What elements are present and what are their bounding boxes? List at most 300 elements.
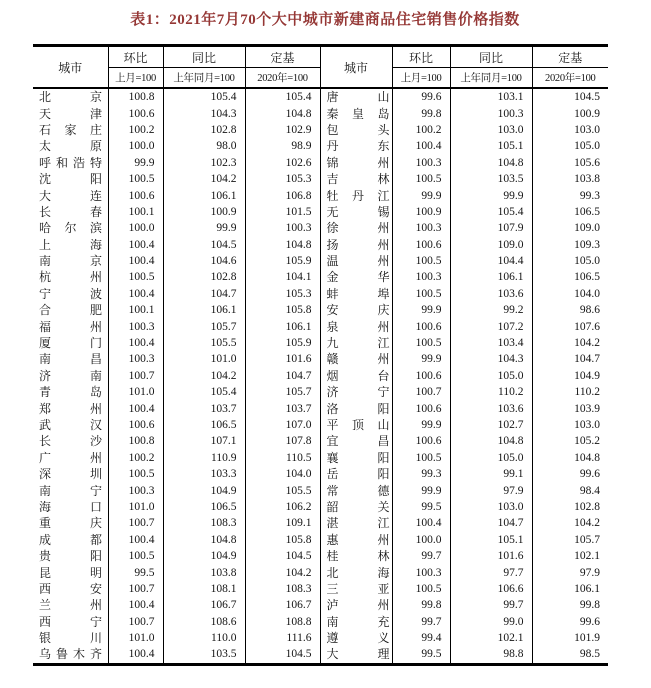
city-cell xyxy=(33,499,108,515)
city-cell xyxy=(320,450,392,466)
city-cell xyxy=(320,335,392,351)
value-cell: 100.5 xyxy=(108,269,163,285)
table-header xyxy=(33,46,608,89)
city-name: 金 华 xyxy=(326,270,390,285)
value-cell: 99.7 xyxy=(450,597,532,613)
city-name: 郑 州 xyxy=(39,401,102,416)
value-cell: 100.8 xyxy=(108,88,163,105)
value-cell: 105.8 xyxy=(245,532,320,548)
city-name: 北 海 xyxy=(326,565,390,580)
value-cell: 100.3 xyxy=(108,482,163,498)
city-cell xyxy=(320,597,392,613)
value-cell: 105.7 xyxy=(245,384,320,400)
value-cell: 104.5 xyxy=(245,548,320,564)
table-row xyxy=(33,269,608,285)
value-cell: 109.0 xyxy=(574,222,600,235)
value-cell: 108.3 xyxy=(245,581,320,597)
header-fixed-right: 定基 xyxy=(532,46,608,68)
value-cell: 107.2 xyxy=(450,318,532,334)
value-cell: 99.5 xyxy=(392,499,450,515)
city-name: 济 宁 xyxy=(326,385,390,400)
value-cell: 106.1 xyxy=(574,582,600,595)
value-cell: 100.6 xyxy=(392,400,450,416)
city-name: 泸 州 xyxy=(326,598,390,613)
value-cell: 101.0 xyxy=(108,384,163,400)
value-cell: 100.3 xyxy=(108,318,163,334)
value-cell: 103.3 xyxy=(163,466,245,482)
value-cell: 100.4 xyxy=(108,400,163,416)
city-cell xyxy=(33,335,108,351)
city-cell xyxy=(33,220,108,236)
header-yoy-base-left: 上年同月=100 xyxy=(163,68,245,89)
value-cell: 102.1 xyxy=(450,630,532,646)
value-cell: 100.3 xyxy=(392,155,450,171)
value-cell: 100.4 xyxy=(108,237,163,253)
header-city-left: 城市 xyxy=(33,46,108,89)
value-cell: 104.2 xyxy=(574,517,600,530)
city-cell xyxy=(320,515,392,531)
city-name: 扬 州 xyxy=(326,237,390,252)
city-cell xyxy=(33,302,108,318)
header-fixed-base-left: 2020年=100 xyxy=(245,68,320,89)
value-cell: 101.5 xyxy=(245,204,320,220)
value-cell: 106.5 xyxy=(574,205,600,218)
value-cell: 100.4 xyxy=(108,646,163,664)
value-cell: 106.7 xyxy=(245,597,320,613)
city-cell xyxy=(320,302,392,318)
city-cell xyxy=(33,138,108,154)
table-row xyxy=(33,564,608,580)
value-cell: 101.0 xyxy=(108,499,163,515)
value-cell: 100.6 xyxy=(108,105,163,121)
city-cell xyxy=(320,351,392,367)
value-cell: 104.8 xyxy=(574,451,600,464)
table-row xyxy=(33,187,608,203)
city-name: 徐 州 xyxy=(326,221,390,236)
value-cell: 104.4 xyxy=(450,253,532,269)
city-name: 南 宁 xyxy=(39,483,102,498)
value-cell: 104.8 xyxy=(450,155,532,171)
value-cell: 105.7 xyxy=(574,533,600,546)
city-cell xyxy=(33,466,108,482)
value-cell: 100.0 xyxy=(108,220,163,236)
value-cell: 105.1 xyxy=(450,138,532,154)
value-cell: 104.7 xyxy=(450,515,532,531)
table-row xyxy=(33,204,608,220)
value-cell: 100.5 xyxy=(392,335,450,351)
value-cell: 106.1 xyxy=(163,187,245,203)
city-name: 长 沙 xyxy=(39,434,102,449)
city-cell xyxy=(320,253,392,269)
value-cell: 100.4 xyxy=(392,515,450,531)
city-cell xyxy=(33,614,108,630)
table-row xyxy=(33,417,608,433)
city-name: 无 锡 xyxy=(326,204,390,219)
city-name: 福 州 xyxy=(39,319,102,334)
city-name: 安 庆 xyxy=(326,303,390,318)
value-cell: 99.9 xyxy=(450,187,532,203)
value-cell: 100.7 xyxy=(108,515,163,531)
value-cell: 104.3 xyxy=(450,351,532,367)
value-cell: 100.5 xyxy=(108,171,163,187)
value-cell: 104.8 xyxy=(245,237,320,253)
value-cell: 102.8 xyxy=(574,500,600,513)
value-cell: 104.0 xyxy=(574,287,600,300)
value-cell: 100.3 xyxy=(392,564,450,580)
header-row-main xyxy=(33,46,608,68)
city-cell xyxy=(320,433,392,449)
value-cell: 100.9 xyxy=(574,107,600,120)
city-name: 昆 明 xyxy=(39,565,102,580)
value-cell: 100.3 xyxy=(392,269,450,285)
city-name: 韶 关 xyxy=(326,499,390,514)
header-city-right: 城市 xyxy=(320,46,392,89)
value-cell: 100.9 xyxy=(163,204,245,220)
value-cell: 100.4 xyxy=(108,253,163,269)
city-name: 丹 东 xyxy=(326,139,390,154)
city-cell xyxy=(320,105,392,121)
value-cell: 100.5 xyxy=(108,548,163,564)
city-name: 太 原 xyxy=(39,139,102,154)
value-cell: 100.6 xyxy=(392,368,450,384)
value-cell: 103.6 xyxy=(450,400,532,416)
city-cell xyxy=(33,417,108,433)
table-row xyxy=(33,237,608,253)
city-cell xyxy=(320,499,392,515)
value-cell: 99.9 xyxy=(108,155,163,171)
city-cell xyxy=(320,646,392,664)
city-name: 银 川 xyxy=(39,631,102,646)
city-name: 长 春 xyxy=(39,204,102,219)
value-cell: 104.7 xyxy=(163,286,245,302)
city-name: 北 京 xyxy=(39,90,102,105)
value-cell: 105.0 xyxy=(450,450,532,466)
header-mom-left: 环比 xyxy=(108,46,163,68)
value-cell: 99.4 xyxy=(392,630,450,646)
value-cell: 100.3 xyxy=(108,351,163,367)
value-cell: 106.1 xyxy=(163,302,245,318)
city-cell xyxy=(33,155,108,171)
value-cell: 106.6 xyxy=(450,581,532,597)
city-name: 上 海 xyxy=(39,237,102,252)
value-cell: 105.6 xyxy=(574,156,600,169)
city-name: 蚌 埠 xyxy=(326,286,390,301)
city-name: 赣 州 xyxy=(326,352,390,367)
table-row xyxy=(33,499,608,515)
value-cell: 110.0 xyxy=(163,630,245,646)
value-cell: 106.2 xyxy=(245,499,320,515)
value-cell: 100.4 xyxy=(108,532,163,548)
city-name: 武 汉 xyxy=(39,418,102,432)
city-cell xyxy=(33,351,108,367)
table-row xyxy=(33,368,608,384)
value-cell: 107.0 xyxy=(245,417,320,433)
value-cell: 100.7 xyxy=(108,368,163,384)
value-cell: 100.7 xyxy=(392,384,450,400)
value-cell: 100.7 xyxy=(108,581,163,597)
city-cell xyxy=(33,548,108,564)
value-cell: 106.5 xyxy=(163,417,245,433)
city-cell xyxy=(33,646,108,664)
city-cell xyxy=(33,400,108,416)
value-cell: 104.9 xyxy=(163,548,245,564)
city-cell xyxy=(320,237,392,253)
value-cell: 104.1 xyxy=(245,269,320,285)
city-cell xyxy=(320,384,392,400)
header-mom-base-right: 上月=100 xyxy=(392,68,450,89)
value-cell: 100.3 xyxy=(392,220,450,236)
value-cell: 108.6 xyxy=(163,614,245,630)
value-cell: 98.4 xyxy=(579,484,600,497)
table-row xyxy=(33,122,608,138)
city-name: 秦 皇 岛 xyxy=(326,106,390,121)
value-cell: 103.6 xyxy=(450,286,532,302)
header-yoy-left: 同比 xyxy=(163,46,245,68)
city-cell xyxy=(33,187,108,203)
value-cell: 107.1 xyxy=(163,433,245,449)
city-cell xyxy=(33,269,108,285)
value-cell: 103.4 xyxy=(450,335,532,351)
value-cell: 108.8 xyxy=(245,614,320,630)
value-cell: 100.1 xyxy=(108,204,163,220)
city-name: 重 庆 xyxy=(39,516,102,531)
value-cell: 104.7 xyxy=(574,353,600,366)
table-row xyxy=(33,630,608,646)
value-cell: 105.5 xyxy=(163,335,245,351)
city-name: 温 州 xyxy=(326,254,390,269)
city-cell xyxy=(33,564,108,580)
table-row xyxy=(33,88,608,105)
city-name: 沈 阳 xyxy=(39,172,102,187)
table-row xyxy=(33,597,608,613)
value-cell: 100.6 xyxy=(392,433,450,449)
value-cell: 98.9 xyxy=(245,138,320,154)
city-name: 桂 林 xyxy=(326,549,390,564)
value-cell: 99.5 xyxy=(392,646,450,664)
city-cell xyxy=(33,450,108,466)
table-row xyxy=(33,450,608,466)
value-cell: 102.9 xyxy=(245,122,320,138)
city-name: 牡 丹 江 xyxy=(326,188,390,203)
value-cell: 100.0 xyxy=(392,532,450,548)
value-cell: 100.0 xyxy=(108,138,163,154)
city-name: 西 宁 xyxy=(39,614,102,629)
value-cell: 100.5 xyxy=(392,253,450,269)
value-cell: 99.5 xyxy=(108,564,163,580)
table-title: 表1：2021年7月70个大中城市新建商品住宅销售价格指数 xyxy=(130,12,520,28)
table-row xyxy=(33,335,608,351)
city-cell xyxy=(33,597,108,613)
value-cell: 103.0 xyxy=(450,122,532,138)
value-cell: 103.7 xyxy=(245,400,320,416)
city-cell xyxy=(320,155,392,171)
value-cell: 99.2 xyxy=(450,302,532,318)
city-name: 平 顶 山 xyxy=(326,418,390,432)
city-cell xyxy=(33,482,108,498)
value-cell: 110.2 xyxy=(450,384,532,400)
value-cell: 102.7 xyxy=(450,417,532,433)
header-mom-right: 环比 xyxy=(392,46,450,68)
value-cell: 107.9 xyxy=(450,220,532,236)
city-name: 南 昌 xyxy=(39,352,102,367)
value-cell: 99.8 xyxy=(392,105,450,121)
value-cell: 99.8 xyxy=(579,599,600,612)
value-cell: 110.2 xyxy=(574,386,600,399)
value-cell: 105.9 xyxy=(245,253,320,269)
value-cell: 100.1 xyxy=(108,302,163,318)
table-row xyxy=(33,253,608,269)
city-cell xyxy=(33,105,108,121)
city-name: 吉 林 xyxy=(326,172,390,187)
value-cell: 109.1 xyxy=(245,515,320,531)
table-row xyxy=(33,532,608,548)
value-cell: 100.8 xyxy=(108,433,163,449)
value-cell: 100.4 xyxy=(392,138,450,154)
city-cell xyxy=(320,318,392,334)
city-name: 西 安 xyxy=(39,581,102,596)
header-mom-base-left: 上月=100 xyxy=(108,68,163,89)
city-cell xyxy=(320,564,392,580)
table-row xyxy=(33,400,608,416)
value-cell: 104.5 xyxy=(163,237,245,253)
value-cell: 105.3 xyxy=(245,171,320,187)
city-cell xyxy=(33,286,108,302)
city-cell xyxy=(320,532,392,548)
value-cell: 106.1 xyxy=(450,269,532,285)
value-cell: 104.8 xyxy=(163,532,245,548)
city-cell xyxy=(33,368,108,384)
value-cell: 104.9 xyxy=(163,482,245,498)
table-row xyxy=(33,515,608,531)
value-cell: 100.4 xyxy=(108,286,163,302)
value-cell: 105.0 xyxy=(574,255,600,268)
value-cell: 105.2 xyxy=(574,435,600,448)
value-cell: 105.3 xyxy=(245,286,320,302)
city-name: 烟 台 xyxy=(326,368,390,383)
value-cell: 104.9 xyxy=(574,369,600,382)
city-cell xyxy=(33,581,108,597)
value-cell: 103.1 xyxy=(450,88,532,105)
city-cell xyxy=(33,318,108,334)
value-cell: 99.0 xyxy=(450,614,532,630)
value-cell: 100.7 xyxy=(108,614,163,630)
header-yoy-right: 同比 xyxy=(450,46,532,68)
city-cell xyxy=(320,400,392,416)
value-cell: 100.2 xyxy=(108,450,163,466)
value-cell: 110.9 xyxy=(163,450,245,466)
city-cell xyxy=(320,417,392,433)
table-row xyxy=(33,138,608,154)
city-cell xyxy=(33,433,108,449)
value-cell: 102.1 xyxy=(574,550,600,563)
header-yoy-base-right: 上年同月=100 xyxy=(450,68,532,89)
value-cell: 104.3 xyxy=(163,105,245,121)
value-cell: 98.8 xyxy=(450,646,532,664)
city-cell xyxy=(320,630,392,646)
table-row xyxy=(33,155,608,171)
value-cell: 100.5 xyxy=(392,286,450,302)
value-cell: 100.5 xyxy=(392,171,450,187)
city-name: 常 德 xyxy=(326,483,390,498)
city-name: 襄 阳 xyxy=(326,450,390,465)
value-cell: 97.7 xyxy=(450,564,532,580)
value-cell: 100.6 xyxy=(392,237,450,253)
city-name: 锦 州 xyxy=(326,155,390,170)
value-cell: 103.8 xyxy=(574,173,600,186)
value-cell: 99.7 xyxy=(392,548,450,564)
city-name: 岳 阳 xyxy=(326,467,390,482)
city-name: 厦 门 xyxy=(39,336,102,351)
value-cell: 103.8 xyxy=(163,564,245,580)
city-cell xyxy=(33,122,108,138)
value-cell: 100.6 xyxy=(108,417,163,433)
value-cell: 102.3 xyxy=(163,155,245,171)
value-cell: 97.9 xyxy=(579,566,600,579)
city-cell xyxy=(320,286,392,302)
value-cell: 104.7 xyxy=(245,368,320,384)
city-cell xyxy=(320,204,392,220)
city-cell xyxy=(320,466,392,482)
value-cell: 102.8 xyxy=(163,269,245,285)
city-name: 唐 山 xyxy=(326,90,390,105)
table-row xyxy=(33,614,608,630)
value-cell: 99.9 xyxy=(392,417,450,433)
city-cell xyxy=(33,515,108,531)
table-row xyxy=(33,286,608,302)
value-cell: 105.4 xyxy=(245,88,320,105)
city-name: 成 都 xyxy=(39,532,102,547)
value-cell: 99.9 xyxy=(392,482,450,498)
city-name: 大 理 xyxy=(326,647,390,662)
table-row xyxy=(33,351,608,367)
value-cell: 106.5 xyxy=(574,271,600,284)
table-row xyxy=(33,466,608,482)
table-row xyxy=(33,581,608,597)
value-cell: 104.5 xyxy=(574,91,600,104)
table-row xyxy=(33,220,608,236)
price-index-table xyxy=(33,44,608,666)
table-row xyxy=(33,105,608,121)
table-row xyxy=(33,318,608,334)
value-cell: 101.0 xyxy=(108,630,163,646)
city-cell xyxy=(320,88,392,105)
value-cell: 101.9 xyxy=(574,632,600,645)
city-cell xyxy=(33,237,108,253)
value-cell: 106.8 xyxy=(245,187,320,203)
value-cell: 105.8 xyxy=(245,302,320,318)
value-cell: 99.9 xyxy=(163,220,245,236)
table-row xyxy=(33,433,608,449)
value-cell: 100.5 xyxy=(392,450,450,466)
value-cell: 103.5 xyxy=(163,646,245,664)
city-name: 南 充 xyxy=(326,614,390,629)
value-cell: 100.4 xyxy=(108,335,163,351)
table-row xyxy=(33,548,608,564)
value-cell: 100.3 xyxy=(245,220,320,236)
city-name: 泉 州 xyxy=(326,319,390,334)
value-cell: 101.6 xyxy=(245,351,320,367)
value-cell: 103.0 xyxy=(574,419,600,431)
value-cell: 98.5 xyxy=(579,648,600,661)
city-name: 宜 昌 xyxy=(326,434,390,449)
value-cell: 104.2 xyxy=(163,368,245,384)
value-cell: 99.9 xyxy=(392,302,450,318)
table-row xyxy=(33,302,608,318)
city-name: 石 家 庄 xyxy=(39,122,102,137)
table-row xyxy=(33,646,608,664)
value-cell: 104.2 xyxy=(163,171,245,187)
city-cell xyxy=(33,384,108,400)
